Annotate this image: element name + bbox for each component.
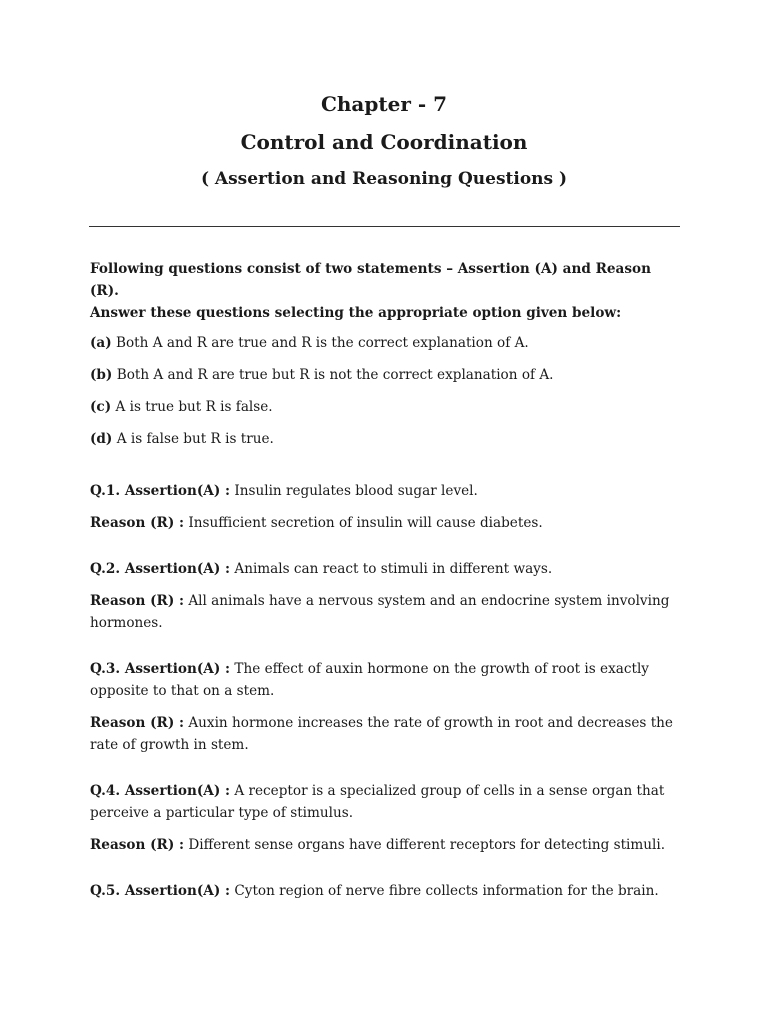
assertion [90,558,680,580]
instructions-line-1: Following questions consist of two statements – Assertion (A) and Reason (R). [90,261,651,299]
option-b [90,364,680,386]
chapter-subtitle: ( Assertion and Reasoning Questions ) [200,169,568,189]
assertion-text: The effect of auxin hormone on the growth of root is exactly opposite to that on a stem. [90,661,649,699]
assertion-label: Q.4. Assertion(A) : [90,783,231,799]
reason [90,512,680,534]
reason-text: Different sense organs have different receptors for detecting stimuli. [188,837,666,853]
option-d [90,428,680,450]
assertion-label: Q.3. Assertion(A) : [90,661,231,677]
instructions-line-2: Answer these questions selecting the appropriate option given below: [90,305,622,321]
assertion-text: Cyton region of nerve fibre collects information for the brain. [234,883,659,899]
option-text: A is false but R is true. [116,431,274,447]
reason-label: Reason (R) : [90,715,185,731]
instructions [90,258,680,324]
header-divider [89,226,680,227]
assertion [90,480,680,502]
assertion-text: Animals can react to stimuli in different ways. [234,561,553,577]
assertion-label: Q.5. Assertion(A) : [90,883,231,899]
assertion-text: Insulin regulates blood sugar level. [234,483,478,499]
assertion-label: Q.2. Assertion(A) : [90,561,231,577]
question-4 [90,780,680,856]
question-1 [90,480,680,534]
reason-text: Auxin hormone increases the rate of growth in root and decreases the rate of growth in stem. [90,715,673,753]
chapter-number: Chapter - 7 [320,92,448,116]
reason [90,834,680,856]
reason-label: Reason (R) : [90,515,185,531]
assertion [90,658,680,702]
option-a [90,332,680,354]
reason-text: All animals have a nervous system and an endocrine system involving hormones. [90,593,670,631]
reason-text: Insufficient secretion of insulin will cause diabetes. [188,515,543,531]
page-header [0,92,768,190]
assertion-label: Q.1. Assertion(A) : [90,483,231,499]
option-text: Both A and R are true but R is not the correct explanation of A. [116,367,554,383]
option-label: (b) [90,367,113,383]
assertion [90,880,680,902]
question-2 [90,558,680,634]
document-body [90,258,680,902]
reason-label: Reason (R) : [90,593,185,609]
chapter-title: Control and Coordination [240,130,528,154]
option-label: (d) [90,431,113,447]
reason-label: Reason (R) : [90,837,185,853]
question-3 [90,658,680,756]
question-5 [90,880,680,902]
reason [90,590,680,634]
option-text: Both A and R are true and R is the correct explanation of A. [116,335,529,351]
option-label: (c) [90,399,112,415]
option-c [90,396,680,418]
option-label: (a) [90,335,112,351]
option-text: A is true but R is false. [115,399,273,415]
reason [90,712,680,756]
assertion [90,780,680,824]
assertion-text: A receptor is a specialized group of cells in a sense organ that perceive a particular type of stimulus. [90,783,665,821]
